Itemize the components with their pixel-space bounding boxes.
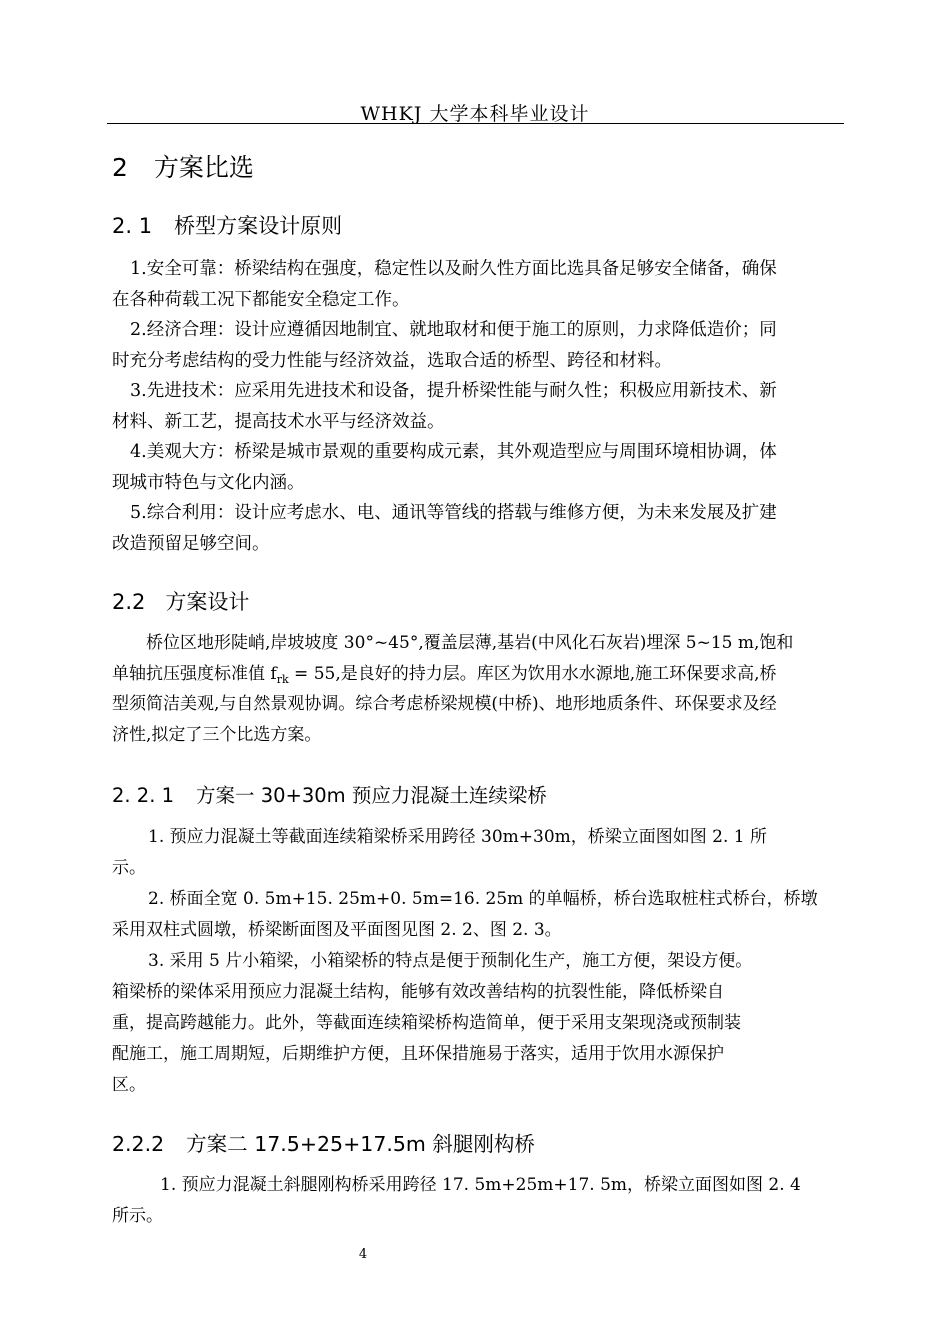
paragraph-line: 2.经济合理：设计应遵循因地制宜、就地取材和便于施工的原则，力求降低造价；同 (130, 320, 777, 340)
paragraph-line: 配施工，施工周期短，后期维护方便，且环保措施易于落实，适用于饮用水源保护 (112, 1044, 724, 1064)
section-title: 方案二 17.5+25+17.5m 斜腿刚构桥 (186, 1132, 535, 1156)
paragraph-line (112, 662, 777, 692)
paragraph-line: 区。 (112, 1075, 146, 1095)
paragraph-line: 型须简洁美观,与自然景观协调。综合考虑桥梁规模(中桥)、地形地质条件、环保要求及经 (112, 694, 777, 714)
paragraph-line: 桥位区地形陡峭,岸坡坡度 30°~45°,覆盖层薄,基岩(中风化石灰岩)埋深 5~15 m,饱和 (146, 633, 794, 653)
paragraph-line: 3.先进技术：应采用先进技术和设备，提升桥梁性能与耐久性；积极应用新技术、新 (130, 381, 777, 401)
paragraph-line: 改造预留足够空间。 (112, 534, 270, 554)
paragraph-line: 示。 (112, 858, 146, 878)
paragraph-line: 重，提高跨越能力。此外，等截面连续箱梁桥构造简单，便于采用支架现浇或预制装 (112, 1013, 741, 1033)
paragraph-line: 采用双柱式圆墩，桥梁断面图及平面图见图 2. 2、图 2. 3。 (112, 920, 562, 940)
section-number: 2. 2. 1 (112, 784, 175, 807)
page-header: WHKJ 大学本科毕业设计 (360, 103, 590, 125)
paragraph-line: 时充分考虑结构的受力性能与经济效益，选取合适的桥型、跨径和材料。 (112, 351, 672, 371)
text-run: 单轴抗压强度标准值 f (112, 664, 277, 684)
subscript: rk (276, 673, 289, 686)
paragraph-line: 1. 预应力混凝土等截面连续箱梁桥采用跨径 30m+30m，桥梁立面图如图 2. 1 所 (148, 827, 768, 847)
text-run: = 55,是良好的持力层。库区为饮用水水源地,施工环保要求高,桥 (288, 664, 777, 684)
paragraph-line: 1.安全可靠：桥梁结构在强度，稳定性以及耐久性方面比选具备足够安全储备，确保 (130, 259, 777, 279)
paragraph-line: 3. 采用 5 片小箱梁，小箱梁桥的特点是便于预制化生产，施工方便，架设方便。 (148, 951, 753, 971)
paragraph-line: 5.综合利用：设计应考虑水、电、通讯等管线的搭载与维修方便，为未来发展及扩建 (130, 503, 777, 523)
paragraph-line: 4.美观大方：桥梁是城市景观的重要构成元素，其外观造型应与周围环境相协调，体 (130, 442, 777, 462)
section-2-2-1-heading (112, 780, 547, 808)
section-2-2-2-heading (112, 1127, 535, 1157)
section-number: 2.2 (112, 590, 146, 614)
paragraph-line: 现城市特色与文化内涵。 (112, 473, 305, 493)
chapter-title: 方案比选 (153, 153, 254, 182)
section-2-1-heading (112, 210, 342, 240)
section-title: 方案设计 (165, 590, 250, 614)
paragraph-line: 所示。 (112, 1206, 163, 1226)
section-title: 方案一 30+30m 预应力混凝土连续梁桥 (196, 784, 547, 807)
paragraph-line: 在各种荷载工况下都能安全稳定工作。 (112, 290, 410, 310)
section-2-2-heading (112, 586, 249, 616)
paragraph-line: 1. 预应力混凝土斜腿刚构桥采用跨径 17. 5m+25m+17. 5m，桥梁立面图如图 2. 4 (160, 1175, 801, 1195)
chapter-number: 2 (112, 153, 128, 182)
section-number: 2.2.2 (112, 1132, 165, 1156)
section-title: 桥型方案设计原则 (174, 214, 343, 238)
section-number: 2. 1 (112, 214, 153, 238)
paragraph-line: 济性,拟定了三个比选方案。 (112, 725, 322, 745)
paragraph-line: 材料、新工艺，提高技术水平与经济效益。 (112, 412, 445, 432)
header-rule (107, 123, 844, 124)
page-number: 4 (358, 1247, 368, 1262)
paragraph-line: 箱梁桥的梁体采用预应力混凝土结构，能够有效改善结构的抗裂性能，降低桥梁自 (112, 982, 724, 1002)
paragraph-line: 2. 桥面全宽 0. 5m+15. 25m+0. 5m=16. 25m 的单幅桥，桥台选取桩柱式桥台，桥墩 (148, 889, 818, 909)
chapter-heading (112, 148, 254, 184)
